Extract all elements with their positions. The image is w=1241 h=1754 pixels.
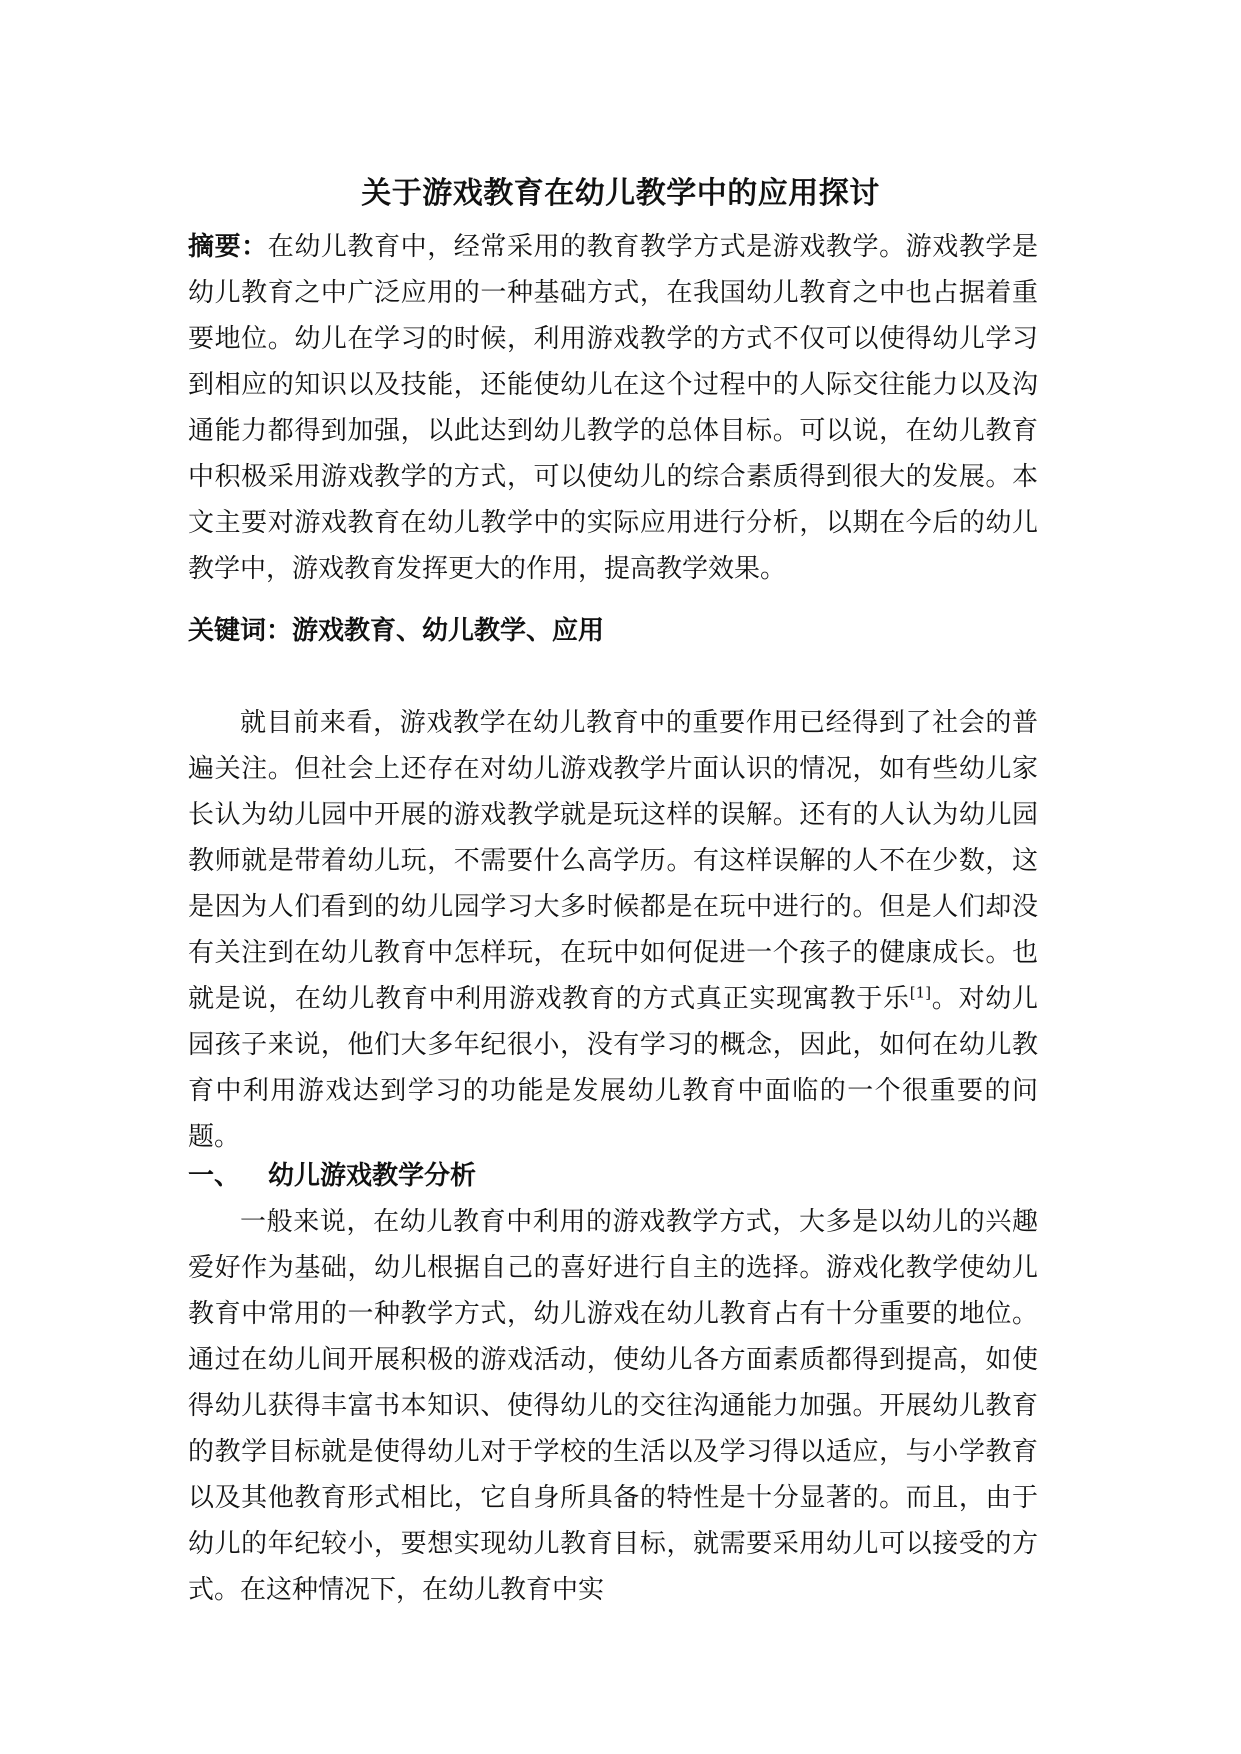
intro-text-after-citation: 。对幼儿园孩子来说，他们大多年纪很小，没有学习的概念，因此，如何在幼儿教育中利用游戏达到学习的功能是发展幼儿教育中面临的一个很重要的问题。 — [188, 984, 1038, 1152]
intro-paragraph — [188, 700, 1038, 1160]
keywords-line — [188, 608, 604, 654]
section-number: 一、 — [188, 1161, 241, 1191]
intro-text-before-citation: 就目前来看，游戏教学在幼儿教育中的重要作用已经得到了社会的普遍关注。但社会上还存在对幼儿游戏教学片面认识的情况，如有些幼儿家长认为幼儿园中开展的游戏教学就是玩这样的误解。还有的人认为幼儿园教师就是带着幼儿玩，不需要什么高学历。有这样误解的人不在少数，这是因为人们看到的幼儿园学习大多时候都是在玩中进行的。但是人们却没有关注到在幼儿教育中怎样玩，在玩中如何促进一个孩子的健康成长。也就是说，在幼儿教育中利用游戏教育的方式真正实现寓教于乐 — [188, 708, 1038, 1014]
abstract-text: 在幼儿教育中，经常采用的教育教学方式是游戏教学。游戏教学是幼儿教育之中广泛应用的一种基础方式，在我国幼儿教育之中也占据着重要地位。幼儿在学习的时候，利用游戏教学的方式不仅可以使得幼儿学习到相应的知识以及技能，还能使幼儿在这个过程中的人际交往能力以及沟通能力都得到加强，以此达到幼儿教学的总体目标。可以说，在幼儿教育中积极采用游戏教学的方式，可以使幼儿的综合素质得到很大的发展。本文主要对游戏教育在幼儿教学中的实际应用进行分析，以期在今后的幼儿教学中，游戏教育发挥更大的作用，提高教学效果。 — [188, 232, 1038, 584]
document-title: 关于游戏教育在幼儿教学中的应用探讨 — [361, 176, 880, 211]
keywords-text: 游戏教育、幼儿教学、应用 — [292, 616, 605, 646]
abstract-label: 摘要： — [188, 232, 268, 262]
abstract-paragraph — [188, 224, 1038, 592]
keywords-label: 关键词： — [188, 616, 293, 646]
citation-marker: [1] — [909, 983, 932, 1002]
section-title: 幼儿游戏教学分析 — [268, 1161, 477, 1191]
section-paragraph: 一般来说，在幼儿教育中利用的游戏教学方式，大多是以幼儿的兴趣爱好作为基础，幼儿根据自己的喜好进行自主的选择。游戏化教学使幼儿教育中常用的一种教学方式，幼儿游戏在幼儿教育占有十分重要的地位。通过在幼儿间开展积极的游戏活动，使幼儿各方面素质都得到提高，如使得幼儿获得丰富书本知识、使得幼儿的交往沟通能力加强。开展幼儿教育的教学目标就是使得幼儿对于学校的生活以及学习得以适应，与小学教育以及其他教育形式相比，它自身所具备的特性是十分显著的。而且，由于幼儿的年纪较小，要想实现幼儿教育目标，就需要采用幼儿可以接受的方式。在这种情况下，在幼儿教育中实 — [188, 1207, 1038, 1605]
section-heading — [188, 1153, 476, 1199]
